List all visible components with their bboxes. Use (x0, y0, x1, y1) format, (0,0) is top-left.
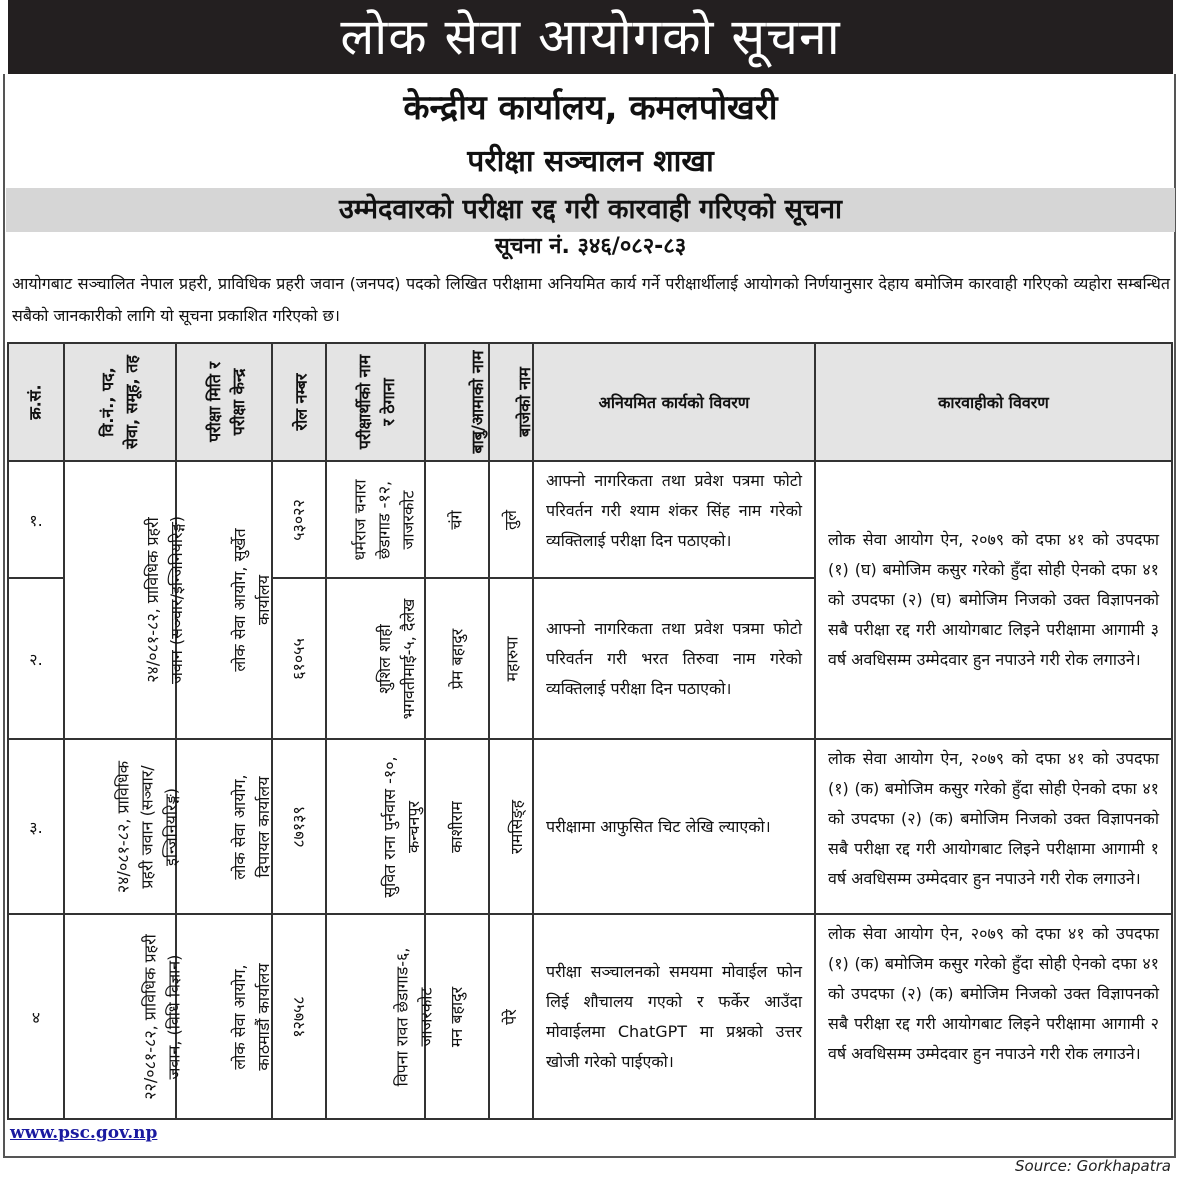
branch-name: परीक्षा सञ्चालन शाखा (467, 144, 714, 179)
cell-exam-center: लोक सेवा आयोग, सुर्खेत कार्यालय (176, 461, 272, 739)
notice-subject (6, 188, 1175, 232)
cell-grandfather: पेरे (489, 914, 533, 1119)
header-parent: बाबु/आमाको नाम (425, 343, 489, 461)
cell-parent: मन बहादुर (425, 914, 489, 1119)
notice-number: सूचना नं. ३४६/०८२-८३ (494, 234, 687, 259)
header-sn: क्र.सं. (8, 343, 64, 461)
header-grandfather: बाजेको नाम (489, 343, 533, 461)
cell-parent: प्रेम बहादुर (425, 578, 489, 739)
header-action: कारवाहीको विवरण (815, 343, 1172, 461)
cell-exam-center: लोक सेवा आयोग, दिपायल कार्यालय (176, 739, 272, 914)
intro-paragraph: आयोगबाट सञ्चालित नेपाल प्रहरी, प्राविधिक प्रहरी जवान (जनपद) पदको लिखित परीक्षामा अनियमित कार्य गर्ने परीक्षार्थीलाई आयोगको निर्णयानुसार देहाय बमोजिम कारवाही गरिएको व्यहोरा सम्बन्धित सबैको जानकारीको लागि यो सूचना प्रकाशित गरिएको छ। (12, 274, 1170, 325)
cell-name: विपना रावत छेडागाड-६, जाजरकोट (326, 914, 425, 1119)
table-header-row (8, 343, 1172, 461)
subject-text: उम्मेदवारको परीक्षा रद्द गरी कारवाही गरिएको सूचना (339, 194, 842, 225)
cell-parent: चंगे (425, 461, 489, 578)
table-row (8, 461, 1172, 578)
cell-sn: ३. (8, 739, 64, 914)
header-irregular: अनियमित कार्यको विवरण (533, 343, 815, 461)
cell-exam-center: लोक सेवा आयोग, काठमाडौं कार्यालय (176, 914, 272, 1119)
cell-roll: ६१०५५ (272, 578, 326, 739)
cell-grandfather: तुले (489, 461, 533, 578)
cell-sn: १. (8, 461, 64, 578)
cell-irregular: परीक्षा सञ्चालनको समयमा मोवाईल फोन लिई शौचालय गएको र फर्केर आउँदा मोवाईलमा ChatGPT मा प्रश्नको उत्तर खोजी गरेको पाईएको। (533, 914, 815, 1119)
cell-sn: ४ (8, 914, 64, 1119)
cell-action: लोक सेवा आयोग ऐन, २०७९ को दफा ४१ को उपदफा (१) (घ) बमोजिम कसुर गरेको हुँदा सोही ऐनको दफा ४१ को उपदफा (२) (घ) बमोजिम निजको उक्त विज्ञापनको सबै परीक्षा रद्द गरी आयोगबाट लिइने परीक्षामा आगामी ३ वर्ष अवधिसम्म उम्मेदवार हुन नपाउने गरी रोक लगाउने। (815, 461, 1172, 739)
cell-roll: १२७५८ (272, 914, 326, 1119)
notice-title: लोक सेवा आयोगको सूचना (340, 8, 841, 66)
table-row (8, 739, 1172, 914)
cell-grandfather: महारुपा (489, 578, 533, 739)
cell-name: शुशिल शाही भगवतीमाई-५, दैलेख (326, 578, 425, 739)
header-exam-center: परीक्षा मिति र परीक्षा केन्द्र (176, 343, 272, 461)
disciplinary-table (7, 342, 1173, 1120)
cell-irregular: आफ्नो नागरिकता तथा प्रवेश पत्रमा फोटो परिवर्तन गरी भरत तिरुवा नाम गरेको व्यक्तिलाई परीक्षा दिन पठाएको। (533, 578, 815, 739)
cell-advertisement: २४/०८१-८२, प्राविधिक प्रहरी जवान (सञ्चार/इन्जिनियरिङ्ग) (64, 461, 176, 739)
cell-action: लोक सेवा आयोग ऐन, २०७९ को दफा ४१ को उपदफा (१) (क) बमोजिम कसुर गरेको हुँदा सोही ऐनको दफा ४१ को उपदफा (२) (क) बमोजिम निजको उक्त विज्ञापनको सबै परीक्षा रद्द गरी आयोगबाट लिइने परीक्षामा आगामी २ वर्ष अवधिसम्म उम्मेदवार हुन नपाउने गरी रोक लगाउने। (815, 914, 1172, 1119)
cell-irregular: परीक्षामा आफुसित चिट लेखि ल्याएको। (533, 739, 815, 914)
cell-name: धर्मराज चनारा छेडागाड -१२, जाजरकोट (326, 461, 425, 578)
office-name: केन्द्रीय कार्यालय, कमलपोखरी (403, 88, 778, 128)
cell-name: सुवित राना पुर्नवास -१०, कन्चनपुर (326, 739, 425, 914)
cell-irregular: आफ्नो नागरिकता तथा प्रवेश पत्रमा फोटो परिवर्तन गरी श्याम शंकर सिंह नाम गरेको व्यक्तिलाई परीक्षा दिन पठाएको। (533, 461, 815, 578)
header-advertisement: वि.नं., पद, सेवा, समूह, तह (64, 343, 176, 461)
cell-parent: काशीराम (425, 739, 489, 914)
cell-grandfather: रामसिङ्ह (489, 739, 533, 914)
table-row (8, 914, 1172, 1119)
cell-advertisement: २२/०८१-८२, प्राविधिक प्रहरी जवान, (विधि विज्ञान) (64, 914, 176, 1119)
cell-action: लोक सेवा आयोग ऐन, २०७९ को दफा ४१ को उपदफा (१) (क) बमोजिम कसुर गरेको हुँदा सोही ऐनको दफा ४१ को उपदफा (२) (क) बमोजिम निजको उक्त विज्ञापनको सबै परीक्षा रद्द गरी आयोगबाट लिइने परीक्षामा आगामी १ वर्ष अवधिसम्म उम्मेदवार हुन नपाउने गरी रोक लगाउने। (815, 739, 1172, 914)
notice-header (8, 0, 1173, 74)
header-roll: रोल नम्बर (272, 343, 326, 461)
header-name: परीक्षार्थीको नाम र ठेगाना (326, 343, 425, 461)
cell-sn: २. (8, 578, 64, 739)
cell-advertisement: २४/०८१-८२, प्राविधिक प्रहरी जवान (सञ्चार/इन्जिनियरिङ्ग) (64, 739, 176, 914)
website-link[interactable]: www.psc.gov.np (10, 1123, 158, 1143)
cell-roll: ८७१३९ (272, 739, 326, 914)
source-credit: Source: Gorkhapatra (1015, 1157, 1171, 1175)
cell-roll: ५३०२२ (272, 461, 326, 578)
